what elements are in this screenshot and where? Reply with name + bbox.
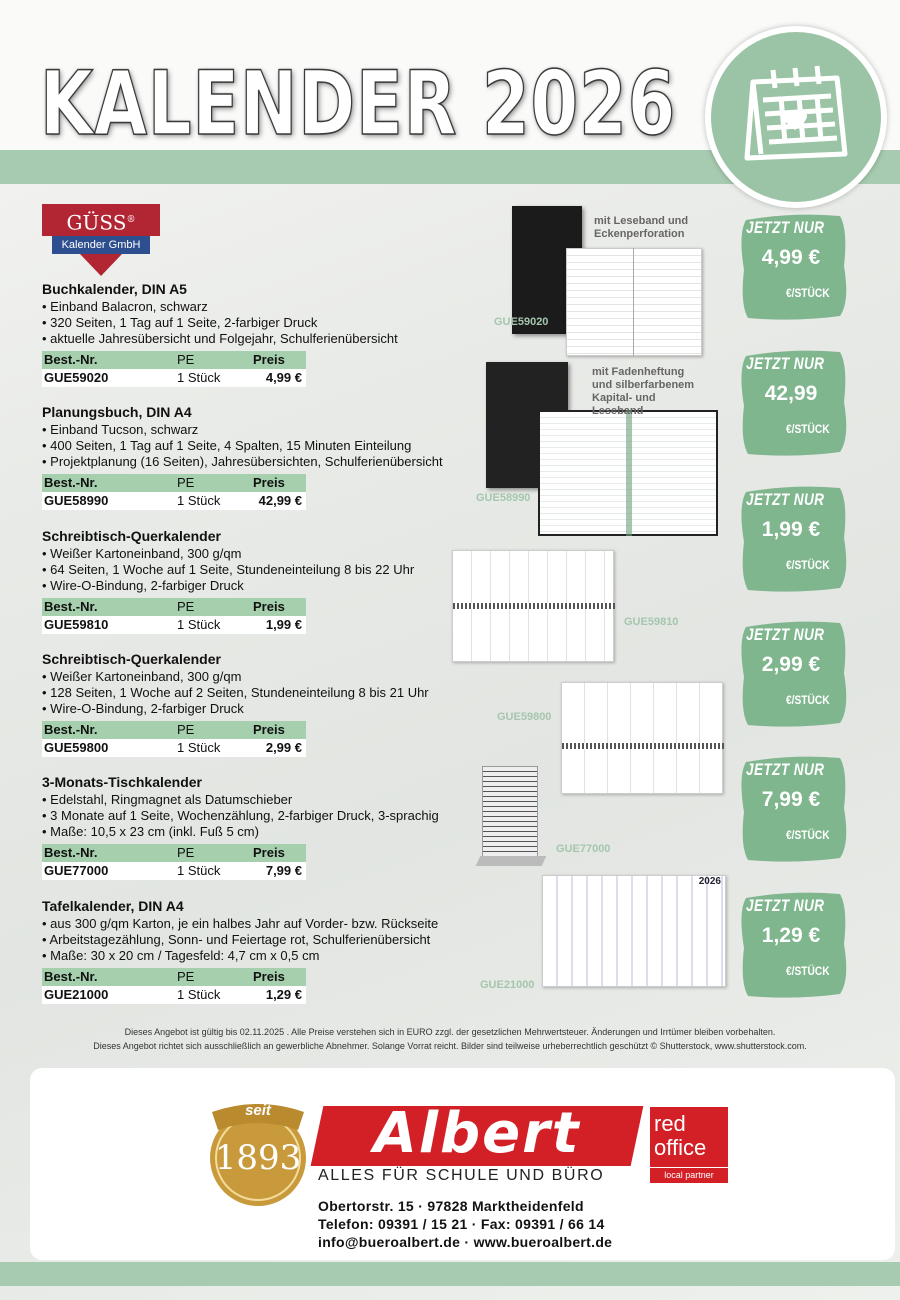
order-preis: 2,99 €	[265, 740, 302, 755]
feature: • Edelstahl, Ringmagnet als Datumschieber	[42, 792, 472, 808]
product-planungsbuch	[42, 403, 472, 510]
page-title: KALENDER 2026	[40, 52, 677, 155]
order-preis: 1,99 €	[265, 617, 302, 632]
note-buchkalender: mit Leseband und Eckenperforation	[594, 215, 689, 240]
order-pe: 1 Stück	[177, 370, 221, 385]
order-nr: GUE21000	[44, 987, 109, 1002]
order-nr: GUE59020	[44, 370, 109, 385]
feature: • Wire-O-Bindung, 2-farbiger Druck	[42, 578, 472, 594]
product-image-querkalender-2	[561, 682, 723, 794]
order-table	[42, 968, 306, 1004]
badge-price: 42,99	[764, 382, 818, 405]
calendar-icon	[733, 54, 859, 180]
feature: • Maße: 30 x 20 cm / Tagesfeld: 4,7 cm x 0,5 cm	[42, 948, 472, 964]
badge-jetzt: JETZT NUR	[746, 490, 825, 509]
col-pe: PE	[177, 352, 195, 367]
badge-unit: €/STÜCK	[786, 693, 830, 707]
seal-seit: seit	[245, 1102, 271, 1119]
disclaimer-line-1: Dieses Angebot ist gültig bis 02.11.2025 . Alle Preise verstehen sich in EURO zzgl. der gesetzlichen Mehrwertsteuer. Änderungen und Irrtümer bleiben vorbehalten.	[124, 1027, 776, 1037]
feature: • 3 Monate auf 1 Seite, Wochenzählung, 2-farbiger Druck, 3-sprachig	[42, 808, 472, 824]
web-contact[interactable]: info@bueroalbert.de · www.bueroalbert.de	[318, 1234, 613, 1250]
product-image-querkalender-1	[452, 550, 614, 662]
badge-jetzt: JETZT NUR	[746, 218, 825, 237]
badge-unit: €/STÜCK	[786, 558, 830, 572]
col-preis: Preis	[253, 845, 285, 860]
image-code: GUE59800	[497, 711, 552, 723]
col-pe: PE	[177, 599, 195, 614]
product-title: Planungsbuch, DIN A4	[42, 404, 192, 420]
phone: Telefon: 09391 / 15 21 · Fax: 09391 / 66 14	[318, 1216, 605, 1232]
price-badge	[736, 482, 854, 598]
order-preis: 4,99 €	[265, 370, 302, 385]
order-preis: 7,99 €	[265, 863, 302, 878]
order-pe: 1 Stück	[177, 493, 221, 508]
col-pe: PE	[177, 722, 195, 737]
badge-price: 1,29 €	[761, 924, 821, 947]
feature: • 400 Seiten, 1 Tag auf 1 Seite, 4 Spalten, 15 Minuten Einteilung	[42, 438, 472, 454]
product-title: Buchkalender, DIN A5	[42, 281, 187, 297]
feature: • Weißer Kartoneinband, 300 g/qm	[42, 546, 472, 562]
badge-jetzt: JETZT NUR	[746, 625, 825, 644]
feature: • aus 300 g/qm Karton, je ein halbes Jahr auf Vorder- bzw. Rückseite	[42, 916, 472, 932]
col-nr: Best.-Nr.	[44, 969, 98, 984]
col-nr: Best.-Nr.	[44, 599, 98, 614]
col-nr: Best.-Nr.	[44, 475, 98, 490]
product-features	[42, 422, 472, 470]
brand-reg: ®	[126, 215, 136, 225]
disclaimer-line-2: Dieses Angebot richtet sich ausschließlich an gewerbliche Abnehmer. Solange Vorrat reicht. Bilder sind teilweise urheberrechtlich geschützt © Shutterstock, www.shutterstock.com.	[93, 1041, 807, 1051]
product-querkalender-2	[42, 650, 472, 757]
order-preis: 42,99 €	[258, 493, 302, 508]
col-pe: PE	[177, 845, 195, 860]
product-buchkalender	[42, 280, 472, 387]
seal-year: 1893	[214, 1138, 302, 1178]
feature: • 128 Seiten, 1 Woche auf 2 Seiten, Stundeneinteilung 8 bis 21 Uhr	[42, 685, 472, 701]
order-nr: GUE59800	[44, 740, 109, 755]
feature: • aktuelle Jahresübersicht und Folgejahr, Schulferienübersicht	[42, 331, 472, 347]
brand-sub: Kalender GmbH	[52, 236, 150, 254]
feature: • Projektplanung (16 Seiten), Jahresübersichten, Schulferienübersicht	[42, 454, 472, 470]
image-code: GUE59810	[624, 616, 679, 628]
brand-name: GÜSS	[66, 210, 127, 235]
badge-price: 1,99 €	[761, 518, 821, 541]
product-title: Schreibtisch-Querkalender	[42, 528, 221, 544]
image-code: GUE59020	[494, 316, 549, 328]
image-code: GUE21000	[480, 979, 535, 991]
footer-green-stripe	[0, 1262, 900, 1286]
price-badge	[736, 888, 854, 1004]
note-planungsbuch: mit Fadenheftung und silberfarbenem Kapital- und Leseband	[592, 366, 695, 417]
feature: • Wire-O-Bindung, 2-farbiger Druck	[42, 701, 472, 717]
col-preis: Preis	[253, 599, 285, 614]
brand-triangle	[80, 254, 122, 276]
address: Obertorstr. 15 · 97828 Marktheidenfeld	[318, 1198, 584, 1214]
order-pe: 1 Stück	[177, 617, 221, 632]
product-title: Schreibtisch-Querkalender	[42, 651, 221, 667]
seit-1893-seal	[198, 1090, 318, 1210]
col-nr: Best.-Nr.	[44, 722, 98, 737]
feature: • Maße: 10,5 x 23 cm (inkl. Fuß 5 cm)	[42, 824, 472, 840]
order-nr: GUE77000	[44, 863, 109, 878]
order-nr: GUE58990	[44, 493, 109, 508]
order-table	[42, 474, 306, 510]
product-tischkalender	[42, 773, 472, 880]
tafel-year: 2026	[698, 876, 721, 887]
product-features	[42, 299, 472, 347]
badge-jetzt: JETZT NUR	[746, 354, 825, 373]
feature: • 320 Seiten, 1 Tag auf 1 Seite, 2-farbiger Druck	[42, 315, 472, 331]
red-office-logo	[650, 1107, 728, 1183]
company-name: Albert	[373, 1101, 581, 1166]
product-title: Tafelkalender, DIN A4	[42, 898, 184, 914]
order-nr: GUE59810	[44, 617, 109, 632]
order-table	[42, 844, 306, 880]
badge-unit: €/STÜCK	[786, 286, 830, 300]
col-preis: Preis	[253, 475, 285, 490]
price-badge	[736, 752, 854, 868]
albert-logo	[317, 1101, 637, 1166]
order-pe: 1 Stück	[177, 987, 221, 1002]
badge-unit: €/STÜCK	[786, 964, 830, 978]
calendar-badge	[705, 26, 887, 208]
badge-price: 7,99 €	[761, 788, 821, 811]
order-table	[42, 721, 306, 757]
col-pe: PE	[177, 475, 195, 490]
feature: • Arbeitstagezählung, Sonn- und Feiertage rot, Schulferienübersicht	[42, 932, 472, 948]
order-pe: 1 Stück	[177, 863, 221, 878]
product-title: 3-Monats-Tischkalender	[42, 774, 203, 790]
feature: • Einband Tucson, schwarz	[42, 422, 472, 438]
badge-unit: €/STÜCK	[786, 828, 830, 842]
col-nr: Best.-Nr.	[44, 352, 98, 367]
slogan: ALLES FÜR SCHULE UND BÜRO	[318, 1167, 605, 1184]
order-table	[42, 351, 306, 387]
ro-partner: local partner	[650, 1167, 728, 1180]
image-code: GUE77000	[556, 843, 611, 855]
col-preis: Preis	[253, 352, 285, 367]
product-features	[42, 916, 472, 964]
order-pe: 1 Stück	[177, 740, 221, 755]
badge-jetzt: JETZT NUR	[746, 896, 825, 915]
product-tafelkalender	[42, 897, 472, 1004]
image-code: GUE58990	[476, 492, 531, 504]
price-badge	[736, 210, 854, 326]
col-preis: Preis	[253, 969, 285, 984]
feature: • Einband Balacron, schwarz	[42, 299, 472, 315]
ro-office: office	[654, 1135, 707, 1160]
order-preis: 1,29 €	[265, 987, 302, 1002]
badge-jetzt: JETZT NUR	[746, 760, 825, 779]
product-features	[42, 669, 472, 717]
col-nr: Best.-Nr.	[44, 845, 98, 860]
badge-price: 2,99 €	[761, 653, 821, 676]
badge-unit: €/STÜCK	[786, 422, 830, 436]
col-pe: PE	[177, 969, 195, 984]
product-querkalender-1	[42, 527, 472, 634]
product-features	[42, 546, 472, 594]
col-preis: Preis	[253, 722, 285, 737]
product-image-tafelkalender	[542, 875, 726, 987]
feature: • 64 Seiten, 1 Woche auf 1 Seite, Stundeneinteilung 8 bis 22 Uhr	[42, 562, 472, 578]
product-features	[42, 792, 472, 840]
feature: • Weißer Kartoneinband, 300 g/qm	[42, 669, 472, 685]
price-badge	[736, 346, 854, 462]
ro-red: red	[654, 1111, 686, 1136]
product-image-tischkalender	[478, 756, 548, 868]
order-table	[42, 598, 306, 634]
badge-price: 4,99 €	[761, 246, 821, 269]
guss-logo	[42, 204, 160, 274]
price-badge	[736, 617, 854, 733]
